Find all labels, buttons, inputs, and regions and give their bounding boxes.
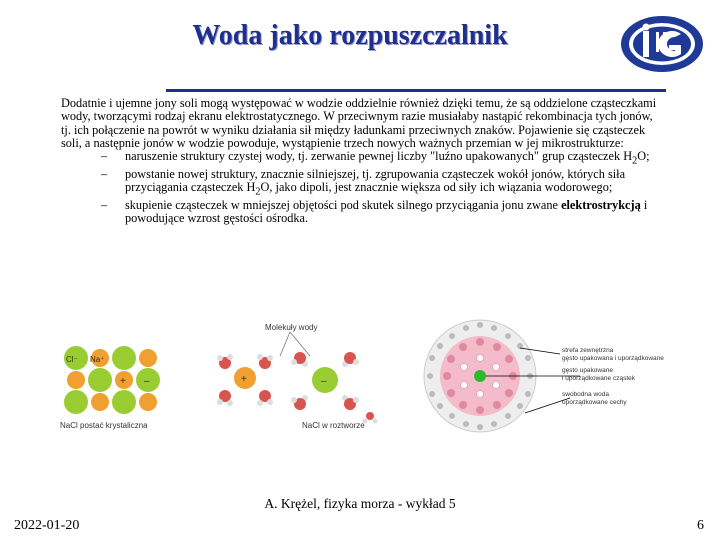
title-underline [166, 89, 666, 92]
hydrated-cation [217, 354, 273, 406]
cl-ion-label: Cl⁻ [66, 355, 78, 364]
bullet-marker: – [101, 166, 108, 181]
bullet-list [61, 150, 661, 225]
packed-zone-label: gęsto upakowane [562, 367, 613, 374]
body-text [61, 97, 661, 226]
cation-charge: + [241, 374, 247, 385]
bullet-item: – skupienie cząsteczek w mniejszej objętości pod skutek silnego przyciągania jonu zwane elektrostrykcją i powodujące wzrost gęstości ośrodka. [101, 197, 648, 226]
water-molecules-label: Molekuły wody [265, 323, 318, 332]
central-ion [474, 370, 486, 382]
bullet-item: – powstanie nowej struktury, znacznie silniejszej, tj. zgrupowania cząsteczek wokół jonów, których siła przyciągania cząsteczek $H_2O$, jako dipoli, jest znacznie większa od siły ich wiązania wodorowego; [101, 166, 626, 198]
minus-sign: – [144, 376, 150, 387]
solution-caption: NaCl w roztworze [302, 421, 365, 430]
outer-zone-label-2: gęsto upakowana i uporządkowane [562, 355, 664, 362]
illustrations [60, 318, 670, 438]
hydrated-anion [291, 352, 359, 410]
hydration-shell-figure [424, 320, 664, 432]
bullet-marker: – [101, 197, 108, 212]
nacl-solution-figure [217, 323, 378, 430]
nacl-crystal-figure [60, 346, 160, 430]
free-water-label: swobodna woda [562, 391, 609, 398]
free-water-label-2: uporządkowane cechy [562, 399, 627, 406]
crystal-caption: NaCl postać krystaliczna [60, 421, 148, 430]
outer-zone-label: strefa zewnętrzna [562, 347, 614, 354]
footer-date: 2022-01-20 [14, 518, 80, 533]
page-number: 6 [697, 518, 704, 533]
packed-zone-label-2: i uporządkowane cząstek [562, 375, 635, 382]
bullet-item: – naruszenie struktury czystej wody, tj. zerwanie pewnej liczby "luźno upakowanych" grup cząsteczek $H_2O$; [101, 149, 650, 167]
footer-author: A. Krężel, fizyka morza - wykład 5 [264, 496, 456, 511]
intro-paragraph: Dodatnie i ujemne jony soli mogą występować w wodzie oddzielnie również dzięki temu, że są oddzielone cząsteczkami wody, tworzącymi rodzaj ekranu elektrostatycznego. W przeciwnym razie musiałaby nastąpić rekombinacja tych jonów, tj. ich połączenie na powrót w wyniku działania sił między ładunkami przeciwnych znaków. Pojawienie się cząsteczek soli, a następnie jonów w wodzie powoduje, wystąpienie trzech nowych ważnych przemian w jej mikrostrukturze: [61, 96, 657, 150]
plus-sign: + [120, 376, 126, 387]
slide-title: Woda jako rozpuszczalnik [192, 20, 508, 51]
na-ion-label: Na⁺ [90, 355, 105, 364]
bullet-marker: – [101, 149, 108, 164]
emphasis-term: elektrostrykcją [561, 197, 641, 212]
anion-charge: – [321, 376, 327, 387]
institute-logo [619, 14, 705, 74]
